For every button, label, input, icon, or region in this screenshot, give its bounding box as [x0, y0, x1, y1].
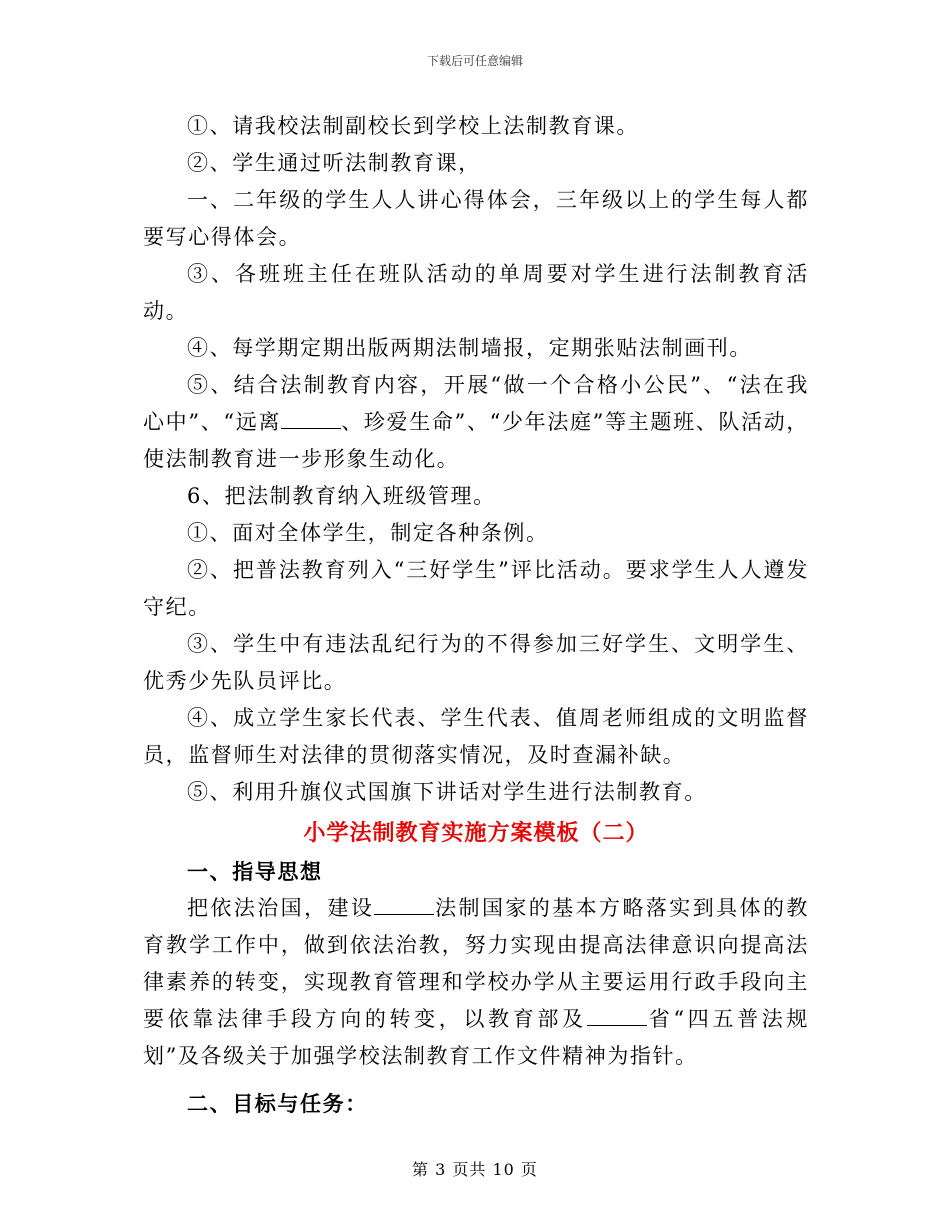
paragraph: ⑤、利用升旗仪式国旗下讲话对学生进行法制教育。 [187, 780, 707, 804]
paragraph: 6、把法制教育纳入班级管理。 [187, 484, 496, 508]
document-body [143, 108, 809, 1122]
paragraph-text: 省“四五普法规划”及各级关于加强学校法制教育工作文件精神为指针。 [143, 1007, 809, 1068]
fill-blank [374, 896, 434, 915]
paragraph: ②、把普法教育列入“三好学生”评比活动。要求学生人人遵发守纪。 [143, 558, 809, 619]
paragraph: ④、每学期定期出版两期法制墙报，定期张贴法制画刊。 [187, 336, 752, 360]
paragraph-text: 把依法治国，建设 [187, 896, 375, 920]
section-title: 小学法制教育实施方案模板（二） [303, 820, 649, 846]
spacer [143, 1075, 809, 1085]
paragraph-text: 法制国家的基本方略落实到具体的教育教学工作中，做到依法治教，努力实现由提高法律意识向提高法律素养的转变，实现教育管理和学校办学从主要运用行政手段向主要依靠法律手段方向的转变，以教育部及 [143, 896, 809, 1031]
paragraph: ①、请我校法制副校长到学校上法制教育课。 [187, 114, 639, 138]
paragraph-text: ⑤、结合法制教育内容，开展“做一个合格小公民”、“法在我心中”、“远离 [143, 373, 809, 434]
paragraph: ③、各班班主任在班队活动的单周要对学生进行法制教育活动。 [143, 262, 809, 323]
fill-blank [587, 1007, 647, 1026]
paragraph [143, 890, 809, 1075]
paragraph-text: 、珍爱生命”、“少年法庭”等主题班、队活动，使法制教育进一步形象生动化。 [143, 410, 810, 471]
paragraph: 一、二年级的学生人人讲心得体会，三年级以上的学生每人都要写心得体会。 [143, 188, 809, 249]
paragraph: ④、成立学生家长代表、学生代表、值周老师组成的文明监督员，监督师生对法律的贯彻落实情况，及时查漏补缺。 [143, 706, 809, 767]
page-footer: 第 3 页共 10 页 [412, 1160, 538, 1179]
paragraph: ③、学生中有违法乱纪行为的不得参加三好学生、文明学生、优秀少先队员评比。 [143, 632, 809, 693]
paragraph: ②、学生通过听法制教育课， [187, 151, 481, 175]
page-header: 下载后可任意编辑 [426, 54, 523, 68]
section-heading: 一、指导思想 [187, 859, 323, 884]
paragraph: ①、面对全体学生，制定各种条例。 [187, 521, 549, 545]
section-heading: 二、目标与任务： [187, 1091, 368, 1116]
paragraph [143, 367, 809, 478]
fill-blank [281, 410, 341, 429]
